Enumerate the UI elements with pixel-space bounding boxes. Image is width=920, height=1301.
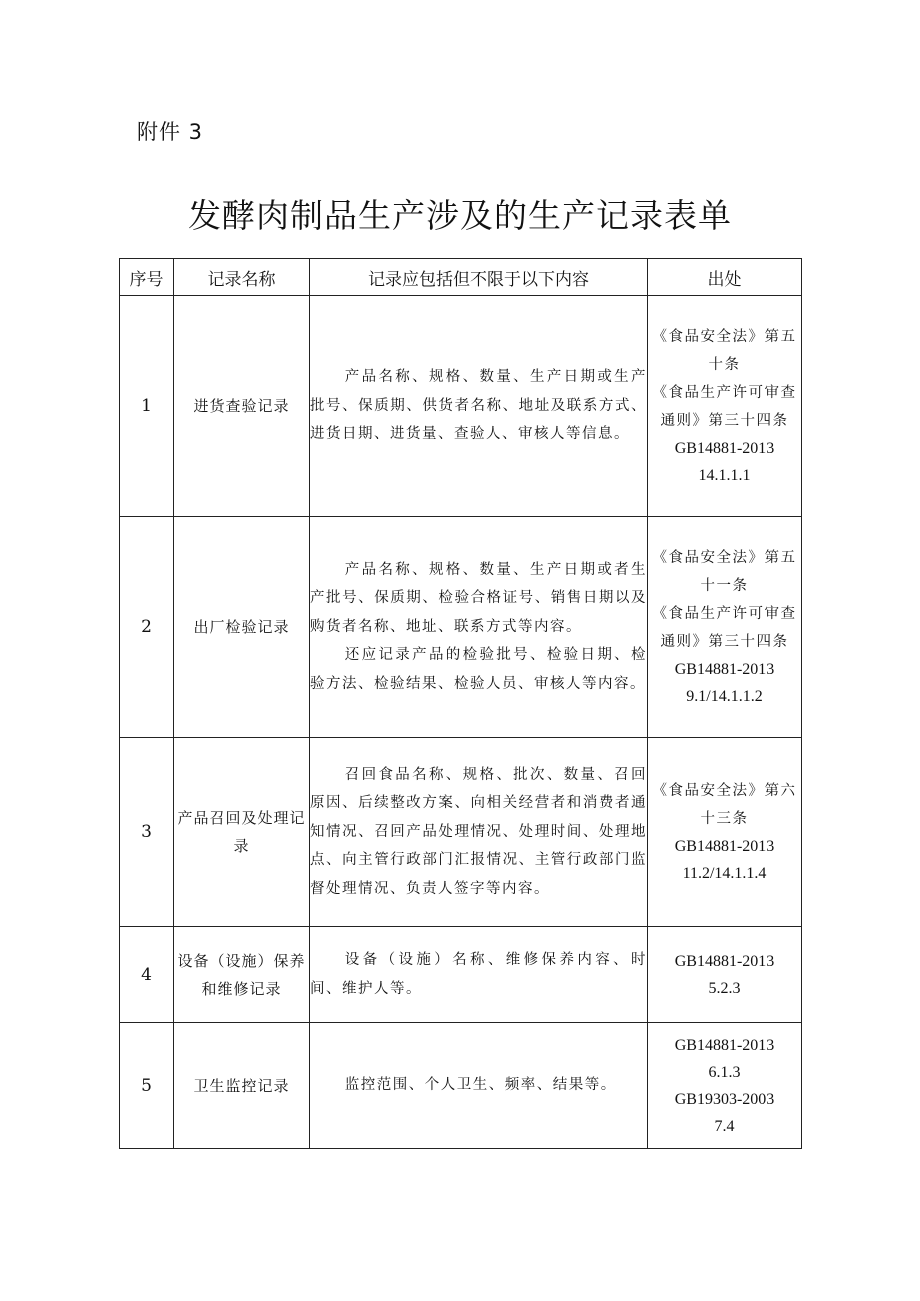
table-row [120, 1023, 802, 1149]
content-paragraph: 设备（设施）名称、维修保养内容、时间、维护人等。 [310, 952, 647, 997]
header-name: 记录名称 [174, 259, 310, 296]
source-standard: GB14881-2013 [674, 440, 775, 457]
row-record-name: 产品召回及处理记录 [174, 738, 310, 927]
content-paragraph: 召回食品名称、规格、批次、数量、召回原因、后续整改方案、向相关经营者和消费者通知情况、召回产品处理情况、处理时间、处理地点、向主管行政部门汇报情况、主管行政部门监督处理情况、负责人签字等内容。 [310, 766, 647, 897]
table-row [120, 738, 802, 927]
table-header-row [120, 259, 802, 296]
content-paragraph: 还应记录产品的检验批号、检验日期、检验方法、检验结果、检验人员、审核人等内容。 [310, 647, 647, 692]
source-clause: 11.2/14.1.1.4 [682, 865, 767, 882]
row-seq: 5 [120, 1023, 174, 1149]
content-paragraph: 监控范围、个人卫生、频率、结果等。 [344, 1077, 617, 1094]
row-record-name: 卫生监控记录 [174, 1023, 310, 1149]
attachment-label: 附件 3 [137, 120, 204, 144]
header-seq: 序号 [120, 259, 174, 296]
source-clause: 5.2.3 [708, 979, 741, 997]
header-content: 记录应包括但不限于以下内容 [310, 259, 648, 296]
source-clause: 6.1.3 [708, 1063, 741, 1081]
source-standard: GB14881-2013 [674, 1036, 775, 1054]
row-source [648, 517, 802, 738]
page-title: 发酵肉制品生产涉及的生产记录表单 [188, 196, 732, 235]
row-record-name: 进货查验记录 [174, 296, 310, 517]
row-seq: 4 [120, 927, 174, 1023]
row-record-name: 设备（设施）保养和维修记录 [174, 927, 310, 1023]
table-row [120, 296, 802, 517]
content-paragraph: 产品名称、规格、数量、生产日期或者生产批号、保质期、检验合格证号、销售日期以及购货者名称、地址、联系方式等内容。 [310, 561, 647, 635]
row-source [648, 927, 802, 1023]
row-record-name: 出厂检验记录 [174, 517, 310, 738]
source-standard: GB19303-2003 [674, 1090, 775, 1108]
records-table [119, 258, 802, 1149]
source-clause: 14.1.1.1 [698, 467, 751, 484]
row-content [310, 738, 648, 927]
table-row [120, 927, 802, 1023]
source-clause: 9.1/14.1.1.2 [686, 688, 763, 705]
header-source: 出处 [648, 259, 802, 296]
row-content [310, 517, 648, 738]
source-standard: GB14881-2013 [674, 661, 775, 678]
source-law: 《食品安全法》第五十一条 [652, 550, 797, 594]
row-seq: 3 [120, 738, 174, 927]
source-law: 《食品生产许可审查通则》第三十四条 [652, 385, 797, 429]
row-seq: 2 [120, 517, 174, 738]
row-source [648, 1023, 802, 1149]
source-law: 《食品安全法》第六十三条 [652, 783, 797, 827]
table-row [120, 517, 802, 738]
row-content [310, 927, 648, 1023]
source-law: 《食品安全法》第五十条 [652, 329, 797, 373]
source-clause: 7.4 [714, 1117, 735, 1135]
row-source [648, 296, 802, 517]
row-content [310, 296, 648, 517]
row-seq: 1 [120, 296, 174, 517]
row-source [648, 738, 802, 927]
source-standard: GB14881-2013 [674, 952, 775, 970]
content-paragraph: 产品名称、规格、数量、生产日期或生产批号、保质期、供货者名称、地址及联系方式、进货日期、进货量、查验人、审核人等信息。 [310, 369, 647, 443]
row-content [310, 1023, 648, 1149]
source-law: 《食品生产许可审查通则》第三十四条 [652, 606, 797, 650]
source-standard: GB14881-2013 [674, 838, 775, 855]
